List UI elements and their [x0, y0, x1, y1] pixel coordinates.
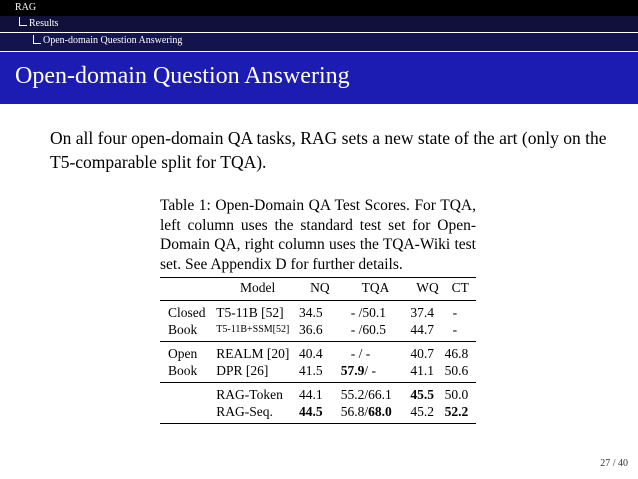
table-row — [160, 403, 476, 424]
nq-value: 41.5 — [298, 363, 323, 378]
header-model: Model — [240, 280, 276, 295]
tree-connector-icon — [19, 17, 27, 26]
tqa-left-value: 56.8/ — [340, 404, 369, 419]
group-label: Open — [168, 346, 198, 361]
table-caption: Table 1: Open-Domain QA Test Scores. For TQA, left column uses the standard test set for Open-Domain QA, right column uses the TQA-Wiki test set. See Appendix D for further details. — [160, 197, 476, 273]
header-ct: CT — [451, 280, 469, 295]
ct-value: - — [452, 322, 458, 337]
model-name: REALM [20] — [216, 346, 290, 361]
ct-value: 52.2 — [444, 404, 469, 419]
intro-text: On all four open-domain QA tasks, RAG sets a new state of the art (only on the T5-comparable split for TQA). — [50, 128, 607, 172]
tqa-value: - /50.1 — [350, 305, 386, 320]
group-label: Book — [168, 322, 198, 337]
tqa-value: - / - — [350, 346, 371, 361]
nav-subsection-row — [0, 16, 638, 32]
table-row — [160, 301, 476, 322]
ct-value: 50.6 — [444, 363, 469, 378]
table-header-row — [160, 278, 476, 301]
page-number: 27 / 40 — [600, 458, 628, 469]
header-navigation — [0, 0, 638, 52]
model-name: DPR [26] — [216, 363, 269, 378]
results-table — [160, 277, 476, 424]
wq-value: 41.1 — [410, 363, 434, 378]
header-wq: WQ — [416, 280, 439, 295]
nq-value: 34.5 — [298, 305, 323, 320]
nav-subsection-link[interactable]: Results — [29, 18, 59, 29]
tqa-rest-value: / - — [364, 363, 376, 378]
nav-section-link[interactable]: RAG — [15, 2, 37, 13]
nq-value: 44.1 — [298, 387, 323, 402]
wq-value: 37.4 — [410, 305, 434, 320]
tqa-value: - /60.5 — [350, 322, 386, 337]
model-name: T5-11B+SSM[52] — [216, 324, 290, 335]
ct-value: 46.8 — [444, 346, 469, 361]
header-nq: NQ — [310, 280, 330, 295]
table-row — [160, 383, 476, 404]
wq-value: 44.7 — [410, 322, 434, 337]
group-label: Closed — [168, 305, 206, 320]
tqa-value — [341, 403, 411, 424]
tree-connector-icon — [33, 35, 41, 44]
frame-title: Open-domain Question Answering — [15, 63, 350, 89]
nq-value: 40.4 — [298, 346, 323, 361]
table-row — [160, 342, 476, 363]
frame-title-bar — [0, 52, 638, 104]
nav-subsubsection-link[interactable]: Open-domain Question Answering — [43, 35, 183, 46]
nav-section-row — [0, 0, 638, 16]
wq-value: 40.7 — [410, 346, 434, 361]
model-name: RAG-Token — [216, 387, 283, 402]
table-row — [160, 362, 476, 383]
group-label — [160, 383, 216, 404]
table-figure — [160, 196, 476, 419]
model-name: T5-11B [52] — [216, 305, 284, 320]
nq-value: 36.6 — [298, 322, 323, 337]
ct-value: - — [452, 305, 458, 320]
nav-subsubsection-row — [0, 33, 638, 51]
tqa-value — [341, 362, 411, 383]
header-group — [160, 278, 216, 301]
wq-value: 45.5 — [410, 387, 434, 402]
tqa-value: 55.2/66.1 — [340, 387, 392, 402]
group-label — [160, 403, 216, 424]
nq-value: 44.5 — [298, 404, 323, 419]
tqa-bold-value: 57.9 — [340, 363, 365, 378]
header-tqa: TQA — [361, 280, 390, 295]
group-label: Book — [168, 363, 198, 378]
table-row — [160, 321, 476, 342]
tqa-bold-value: 68.0 — [368, 404, 392, 419]
ct-value: 50.0 — [444, 387, 469, 402]
wq-value: 45.2 — [410, 404, 434, 419]
model-name: RAG-Seq. — [216, 404, 273, 419]
